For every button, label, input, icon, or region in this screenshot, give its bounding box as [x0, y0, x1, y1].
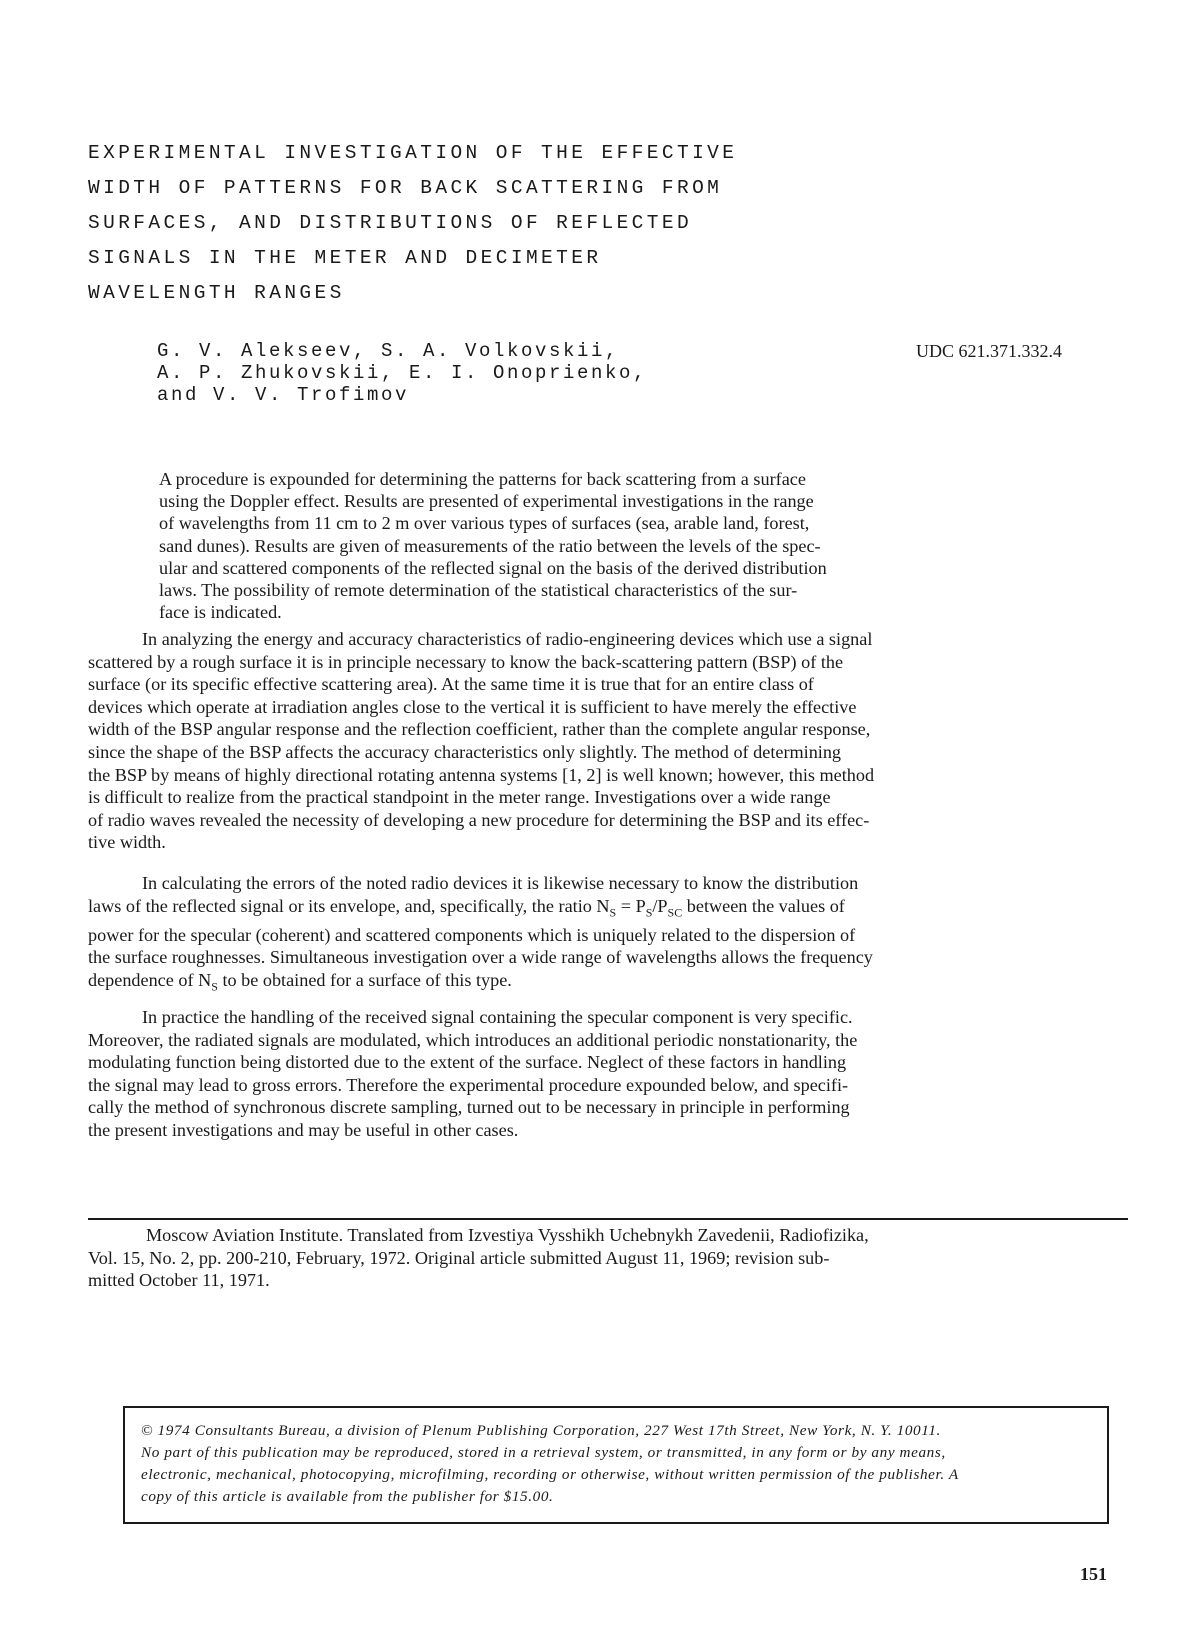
abstract-line: sand dunes). Results are given of measurements of the ratio between the levels of the spec-: [159, 535, 821, 556]
abstract: [159, 468, 1059, 623]
paragraph-line: of radio waves revealed the necessity of developing a new procedure for determining the BSP and its effec-: [88, 809, 870, 830]
paragraph-line: the present investigations and may be useful in other cases.: [88, 1119, 519, 1140]
abstract-line: A procedure is expounded for determining the patterns for back scattering from a surface: [159, 469, 806, 489]
title-line: WAVELENGTH RANGES: [88, 282, 345, 304]
paragraph-line: the BSP by means of highly directional rotating antenna systems [1, 2] is well known; however, this method: [88, 764, 875, 785]
page-number: 151: [1080, 1564, 1107, 1584]
paragraph-line: cally the method of synchronous discrete sampling, turned out to be necessary in principle in performing: [88, 1097, 850, 1118]
abstract-line: face is indicated.: [159, 602, 282, 623]
paragraph-line: tive width.: [88, 832, 166, 853]
body-paragraph-1: [88, 628, 1128, 854]
copyright-line: No part of this publication may be reproduced, stored in a retrieval system, or transmitted, in any form or by any means,: [141, 1444, 946, 1461]
paragraph-line: is difficult to realize from the practical standpoint in the meter range. Investigations over a wide range: [88, 787, 831, 808]
paragraph-line: scattered by a rough surface it is in principle necessary to know the back-scattering pattern (BSP) of the: [88, 651, 844, 672]
subscript: SC: [667, 905, 683, 920]
abstract-line: ular and scattered components of the reflected signal on the basis of the derived distribution: [159, 557, 827, 578]
author-line: and V. V. Trofimov: [157, 384, 410, 406]
copyright-line: © 1974 Consultants Bureau, a division of Plenum Publishing Corporation, 227 West 17th Street, New York, N. Y. 10011.: [141, 1422, 941, 1439]
footnote-divider: [88, 1218, 1128, 1220]
title-line: SIGNALS IN THE METER AND DECIMETER: [88, 247, 602, 269]
paragraph-line: power for the specular (coherent) and scattered components which is uniquely related to the dispersion of: [88, 924, 856, 945]
abstract-line: laws. The possibility of remote determination of the statistical characteristics of the sur-: [159, 580, 798, 601]
paragraph-line: [88, 969, 1128, 998]
udc-code: UDC 621.371.332.4: [916, 341, 1063, 361]
subscript: S: [211, 979, 218, 994]
abstract-line: of wavelengths from 11 cm to 2 m over various types of surfaces (sea, arable land, forest,: [159, 513, 810, 534]
footnote-line: mitted October 11, 1971.: [88, 1270, 270, 1291]
paragraph-line: surface (or its specific effective scattering area). At the same time it is true that for an entire class of: [88, 674, 814, 695]
paragraph-line: width of the BSP angular response and the reflection coefficient, rather than the complete angular response,: [88, 719, 871, 740]
text-run: /P: [652, 895, 668, 916]
footnote: [88, 1224, 1128, 1292]
copyright-line: electronic, mechanical, photocopying, microfilming, recording or otherwise, without written permission of the publisher. A: [141, 1466, 959, 1483]
footnote-line: Moscow Aviation Institute. Translated from Izvestiya Vysshikh Uchebnykh Zavedenii, Radiofizika,: [146, 1225, 869, 1245]
paragraph-line: In analyzing the energy and accuracy characteristics of radio-engineering devices which use a signal: [142, 629, 873, 649]
paragraph-line: In practice the handling of the received signal containing the specular component is very specific.: [142, 1007, 853, 1027]
body-paragraph-3: [88, 1006, 1128, 1142]
text-run: laws of the reflected signal or its envelope, and, specifically, the ratio N: [88, 895, 610, 916]
paragraph-line: the signal may lead to gross errors. Therefore the experimental procedure expounded below, and specifi-: [88, 1074, 849, 1095]
text-run: dependence of N: [88, 970, 212, 991]
article-title: [88, 136, 848, 311]
subscript: S: [645, 905, 653, 920]
footnote-line: Vol. 15, No. 2, pp. 200-210, February, 1972. Original article submitted August 11, 1969; revision sub-: [88, 1247, 830, 1268]
text-run: between the values of: [682, 895, 845, 916]
paragraph-line: In calculating the errors of the noted radio devices it is likewise necessary to know the distribution: [142, 873, 859, 893]
author-line: G. V. Alekseev, S. A. Volkovskii,: [157, 340, 620, 362]
text-run: = P: [616, 895, 646, 916]
paragraph-line: the surface roughnesses. Simultaneous investigation over a wide range of wavelengths allows the frequency: [88, 947, 873, 968]
paragraph-line: since the shape of the BSP affects the accuracy characteristics only slightly. The method of determining: [88, 741, 842, 762]
copyright-notice-box: [123, 1406, 1109, 1524]
copyright-line: copy of this article is available from the publisher for $15.00.: [141, 1488, 554, 1505]
paragraph-line: [88, 895, 1128, 924]
title-line: SURFACES, AND DISTRIBUTIONS OF REFLECTED: [88, 212, 693, 234]
text-run: to be obtained for a surface of this type.: [217, 970, 512, 991]
author-list: [157, 340, 647, 406]
paragraph-line: modulating function being distorted due to the extent of the surface. Neglect of these factors in handling: [88, 1052, 847, 1073]
title-line: EXPERIMENTAL INVESTIGATION OF THE EFFECTIVE: [88, 142, 738, 164]
title-line: WIDTH OF PATTERNS FOR BACK SCATTERING FROM: [88, 177, 723, 199]
subscript: S: [609, 905, 617, 920]
author-line: A. P. Zhukovskii, E. I. Onoprienko,: [157, 362, 648, 384]
body-paragraph-2: [88, 872, 1128, 998]
paragraph-line: Moreover, the radiated signals are modulated, which introduces an additional periodic nonstationarity, the: [88, 1029, 858, 1050]
paragraph-line: devices which operate at irradiation angles close to the vertical it is sufficient to have merely the effective: [88, 696, 857, 717]
abstract-line: using the Doppler effect. Results are presented of experimental investigations in the range: [159, 491, 814, 512]
